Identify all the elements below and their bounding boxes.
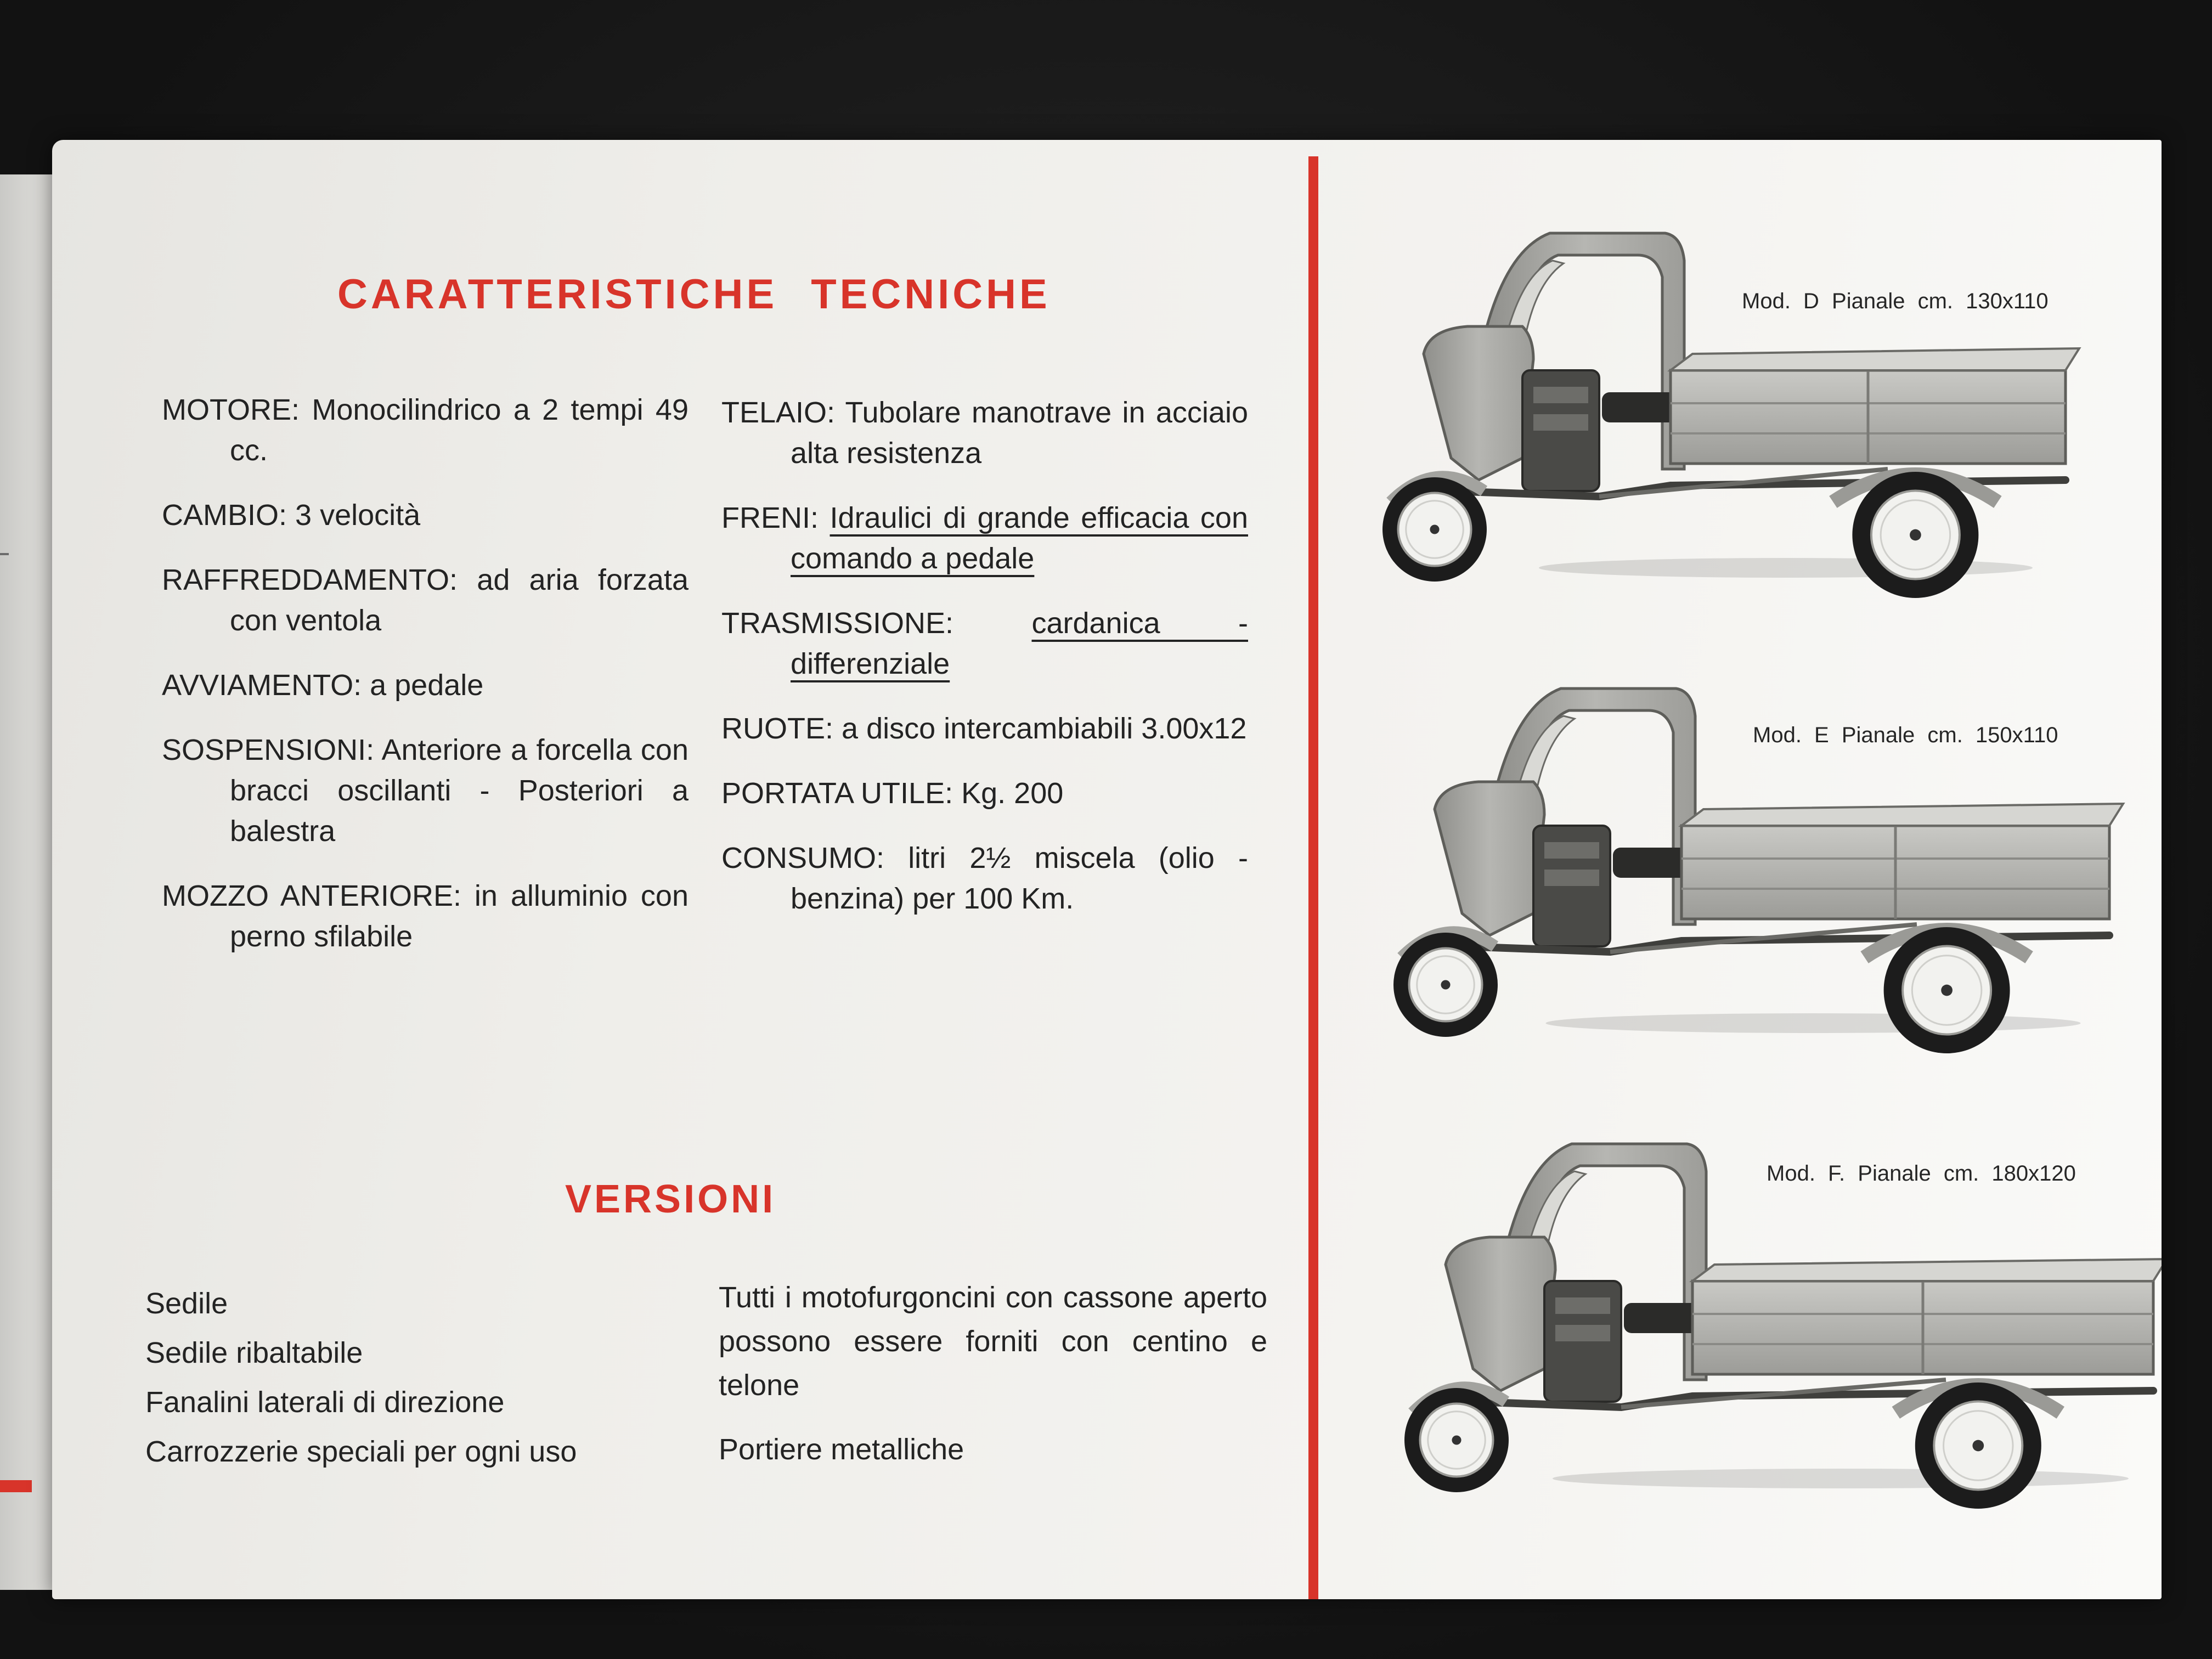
- vehicle-photo-mod-e: [1352, 628, 2162, 1056]
- red-divider-line: [1308, 156, 1318, 1599]
- spec-gearbox: [162, 495, 689, 535]
- spec-value: ad aria forzata con ventola: [230, 563, 689, 637]
- version-item: Sedile: [145, 1287, 228, 1320]
- spec-starting: [162, 665, 689, 706]
- spec-label: CAMBIO:: [162, 499, 287, 532]
- vehicle-photo-mod-f: [1363, 1084, 2162, 1511]
- spec-transmission: [721, 603, 1248, 684]
- spec-label: MOZZO ANTERIORE:: [162, 879, 461, 912]
- caption-mod-e: Mod. E Pianale cm. 150x110: [1753, 723, 2058, 747]
- spec-value: Monocilindrico a 2 tempi 49 cc.: [230, 393, 689, 467]
- spec-value: in alluminio con perno sfilabile: [230, 879, 689, 953]
- spec-value: a pedale: [370, 669, 484, 702]
- spec-value: Idraulici di grande efficacia con comando a pedale: [791, 501, 1248, 575]
- specs-left-column: [162, 390, 689, 981]
- brochure-page: [52, 140, 2162, 1599]
- version-item: Carrozzerie speciali per ogni uso: [145, 1435, 577, 1468]
- specs-title: CARATTERISTICHE TECNICHE: [337, 271, 1051, 318]
- spec-label: MOTORE:: [162, 393, 300, 426]
- spec-value: 3 velocità: [295, 499, 421, 532]
- version-item: Portiere metalliche: [719, 1433, 964, 1466]
- red-accent-mark: [0, 1480, 32, 1492]
- versions-title: VERSIONI: [565, 1177, 776, 1221]
- caption-mod-d: Mod. D Pianale cm. 130x110: [1742, 289, 2049, 313]
- spec-label: RUOTE:: [721, 712, 834, 745]
- version-item: Sedile ribaltabile: [145, 1336, 363, 1369]
- spec-value: Tubolare manotrave in acciaio alta resistenza: [791, 396, 1248, 470]
- spec-label: TELAIO:: [721, 396, 836, 429]
- spec-value: Anteriore a forcella con bracci oscillanti - Posteriori a balestra: [230, 733, 689, 848]
- spec-label: FRENI:: [721, 501, 819, 534]
- spec-value: a disco intercambiabili 3.00x12: [842, 712, 1247, 745]
- version-item: Fanalini laterali di direzione: [145, 1386, 505, 1419]
- spec-engine: [162, 390, 689, 471]
- spec-value: litri 2½ miscela (olio - benzina) per 100 Km.: [791, 842, 1248, 915]
- spec-brakes: [721, 498, 1248, 579]
- spec-front-hub: [162, 876, 689, 957]
- versions-right-column: [719, 1276, 1267, 1476]
- page-edge-mark: [0, 553, 9, 565]
- spec-label: CONSUMO:: [721, 842, 884, 874]
- spec-payload: [721, 773, 1248, 814]
- vehicle-photo-mod-d: [1341, 173, 2153, 601]
- version-item: Tutti i motofurgoncini con cassone aperto possono essere forniti con centino e telone: [719, 1281, 1267, 1402]
- specs-right-column: [721, 392, 1248, 943]
- caption-mod-f: Mod. F. Pianale cm. 180x120: [1767, 1161, 2076, 1186]
- spec-consumption: [721, 838, 1248, 919]
- spec-label: RAFFREDDAMENTO:: [162, 563, 458, 596]
- spec-suspension: [162, 730, 689, 851]
- spec-label: SOSPENSIONI:: [162, 733, 375, 766]
- versions-left-column: [145, 1281, 672, 1479]
- spec-value: Kg. 200: [961, 777, 1064, 810]
- spec-frame: [721, 392, 1248, 473]
- spec-label: TRASMISSIONE:: [721, 607, 954, 640]
- spec-label: AVVIAMENTO:: [162, 669, 362, 702]
- spec-value: cardanica - differenziale: [791, 607, 1248, 680]
- spec-cooling: [162, 560, 689, 641]
- spec-label: PORTATA UTILE:: [721, 777, 953, 810]
- spec-wheels: [721, 708, 1248, 749]
